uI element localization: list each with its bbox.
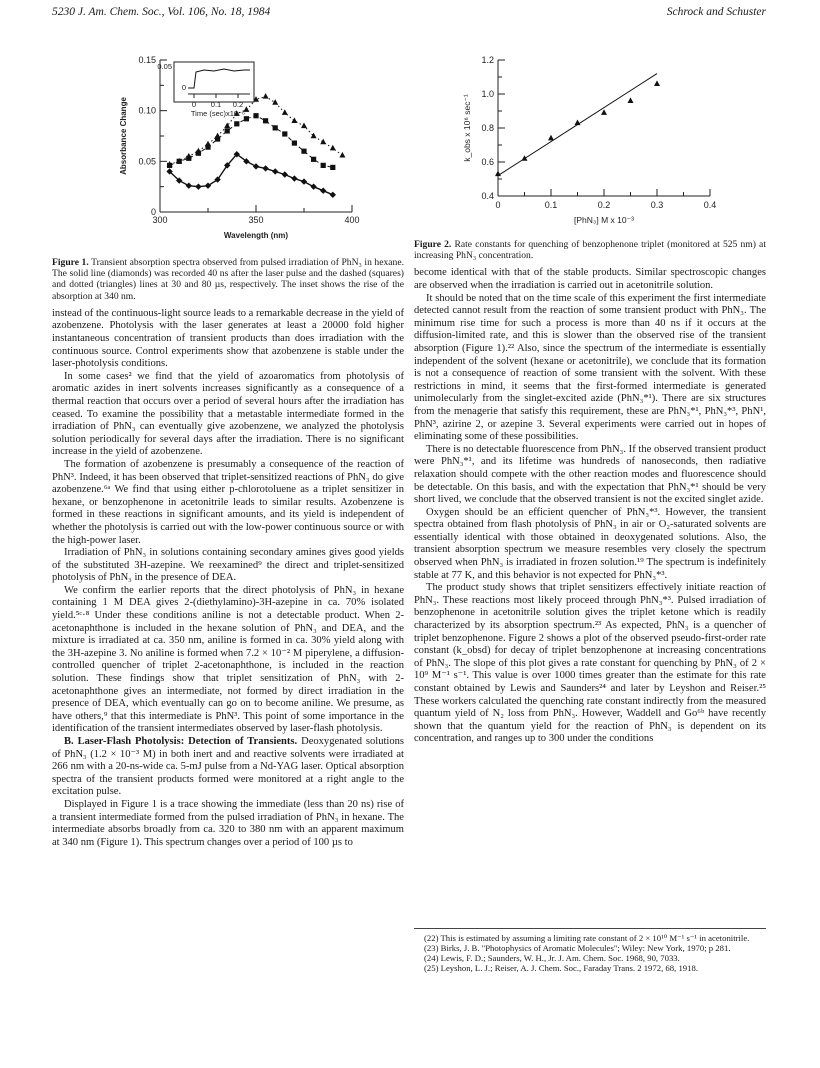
data-point-square xyxy=(292,140,297,145)
footnote: (24) Lewis, F. D.; Saunders, W. H., Jr. J. Am. Chem. Soc. 1968, 90, 7033. xyxy=(424,953,680,963)
data-point-triangle xyxy=(575,120,581,126)
paragraph-text: The formation of azobenzene is presumably a consequence of the reaction of PhN³. Indeed, it has been observed that triplet-sensitized reactions of PhN₃ do give azobenzene.⁶ᵃ We find that using either p-chlorotoluene as a triplet sensitizer in hexane, or benzophenone in acetonitrile leads to similar results. Azobenzene is formed in these reactions in significant amounts, and its yield is independent of whether the photolysis is carried out with the low-power continuous source or with the high-power laser. xyxy=(52,458,404,546)
paragraph-text: It should be noted that on the time scale of this experiment the first intermediate detected cannot result from the reaction of some transient product with PhN₃. The minimum rise time for such a process is more than 40 ns if it occurs at the diffusion-limited rate, and this is slower than the observed rise of the transient absorption (Figure 1).²² Also, since the spectrum of the intermediate is essentially independent of the solvent (hexane or acetonitrile), we conclude that its formation is not a consequence of reaction of some transient with the solvent. With these restrictions in mind, it seems that the first-formed intermediate is generated unimolecularly from the singlet-excited azide (PhN₃*¹). There are six structures from the menagerie that satisfy this requirement, these are PhN₃*¹, PhN₃*³, PhN¹, PhN³, azirine 2, or azepine 3. Several experiments were carried out in hopes of eliminating some of these possibilities. xyxy=(414,292,766,443)
paragraph-text: There is no detectable fluorescence from PhN₃. If the observed transient product were PhN₃*¹, and its lifetime was hundreds of nanoseconds, then radiative relaxation should compete with the other reaction modes and fluorescence should be detectable. On this basis, and with the expectation that PhN₃*¹ should be very short lived, we conclude that the observed transient is not the excited singlet azide. xyxy=(414,443,766,506)
figure-2-chart xyxy=(414,32,766,230)
figure-2-caption-text: Rate constants for quenching of benzophenone triplet (monitored at 525 nm) at increasing PhN₃ concentration. xyxy=(414,239,766,262)
data-point-square xyxy=(225,128,230,133)
series-line-diamond xyxy=(170,154,333,195)
data-point-triangle xyxy=(654,80,660,86)
x-axis-label: Wavelength (nm) xyxy=(223,231,289,240)
inset-x-axis-label: Time (sec)x10⁻⁶ xyxy=(190,109,246,118)
paragraph-text: In some cases² we find that the yield of azoaromatics from photolysis of aromatic azides in inert solvents increases significantly as a consequence of a thermal reaction that occurs over a period of several hours after the irradiation has ceased. To examine the possibility that a metastable intermediate formed in the irradiation of PhN₃ can eventually give azobenzene, we analyzed the photolysis solution periodically for several days after the irradiation. There is no significant increase in the yield of azobenzene. xyxy=(52,370,404,458)
paragraph xyxy=(52,547,404,585)
x-tick-label: 0.3 xyxy=(650,200,664,210)
y-tick-label: 0.05 xyxy=(138,156,156,167)
data-point-triangle xyxy=(224,122,230,128)
data-point-diamond xyxy=(262,165,268,171)
inset-y-tick-label: 0.05 xyxy=(157,62,172,71)
paragraph xyxy=(52,371,404,459)
series-line-square xyxy=(170,116,333,168)
data-point-diamond xyxy=(253,163,259,169)
paragraph xyxy=(414,507,766,583)
inset-x-tick-label: 0.1 xyxy=(210,100,222,109)
data-point-triangle xyxy=(522,155,528,161)
data-point-triangle xyxy=(495,171,501,177)
inset-y-tick-label: 0 xyxy=(181,83,186,92)
paragraph xyxy=(414,293,766,444)
inset-frame xyxy=(174,62,254,102)
data-point-triangle xyxy=(282,109,288,115)
data-point-triangle xyxy=(628,97,634,103)
y-axis-label: Absorbance Change xyxy=(119,97,128,175)
data-point-square xyxy=(321,163,326,168)
y-tick-label: 1.2 xyxy=(481,55,494,65)
paragraph xyxy=(414,267,766,292)
x-tick-label: 0.2 xyxy=(597,200,611,210)
x-tick-label: 300 xyxy=(152,215,168,225)
x-tick-label: 0.4 xyxy=(703,200,717,210)
data-point-square xyxy=(234,121,239,126)
inset-x-tick-label: 0 xyxy=(191,100,197,109)
paragraph xyxy=(52,459,404,547)
footnote: (23) Birks, J. B. "Photophysics of Aromatic Molecules"; Wiley: New York, 1970; p 281. xyxy=(424,943,731,953)
right-body-text xyxy=(414,267,766,746)
y-tick-label: 0.4 xyxy=(481,191,494,201)
figure-1 xyxy=(52,32,404,302)
data-point-square xyxy=(263,118,268,123)
y-tick-label: 0.10 xyxy=(138,105,156,116)
journal-citation: 5230 J. Am. Chem. Soc., Vol. 106, No. 18, 1984 xyxy=(52,6,271,18)
y-tick-label: 0.15 xyxy=(138,55,156,65)
data-point-square xyxy=(330,165,335,170)
data-point-triangle xyxy=(291,117,297,123)
data-point-triangle xyxy=(339,152,345,158)
paragraph-text: The product study shows that triplet sensitizers effectively initiate reaction of PhN₃. These reactions most likely proceed through PhN₃*³. Pulsed irradiation of benzophenone in acetonitrile solution gives the triplet ketone which is readily characterized by its absorption spectrum.²³ As expected, PhN₃ is a quencher of triplet benzophenone. Figure 2 shows a plot of the observed pseudo-first-order rate constant (k_obsd) for decay of triplet benzophenone at increasing concentrations of PhN₃. The slope of this plot gives a rate constant for quenching by PhN₃ of 2 × 10⁹ M⁻¹ s⁻¹. This value is over 1000 times greater than the estimate for this rate constant obtained by Lewis and Saunders²⁴ and later by Leyshon and Reiser.²⁵ These workers calculated the quenching rate constant indirectly from the measured quantum yield of N₂ loss from PhN₃. However, Waddell and Go⁶ᵇ have recently shown that the quantum yield for the reaction of PhN₃ is dependent on its concentration, and ranges up to 300 under the conditions xyxy=(414,582,766,745)
data-point-triangle xyxy=(320,139,326,145)
figure-1-caption xyxy=(52,257,404,302)
footnote: (25) Leyshon, L. J.; Reiser, A. J. Chem. Soc., Faraday Trans. 2 1972, 68, 1918. xyxy=(424,963,699,973)
data-point-triangle xyxy=(311,133,317,139)
running-authors: Schrock and Schuster xyxy=(666,6,766,18)
data-point-diamond xyxy=(291,175,297,181)
x-tick-label: 0 xyxy=(495,200,501,210)
data-point-triangle xyxy=(215,133,221,139)
figure-2 xyxy=(414,32,766,261)
inset-x-tick-label: 0.2 xyxy=(232,100,244,109)
data-point-diamond xyxy=(186,182,192,188)
data-point-diamond xyxy=(320,188,326,194)
paragraph-text: Displayed in Figure 1 is a trace showing the immediate (less than 20 ns) rise of a transient intermediate formed from the pulsed irradiation of PhN₃ in hexane. The intermediate absorbs broadly from ca. 320 to 380 nm with an apparent maximum at 340 nm (Figure 1). This spectrum changes over a period of 100 µs to xyxy=(52,798,404,848)
data-point-diamond xyxy=(301,178,307,184)
x-tick-label: 400 xyxy=(344,215,360,225)
data-point-triangle xyxy=(195,148,201,154)
data-point-diamond xyxy=(195,183,201,189)
data-point-square xyxy=(253,113,258,118)
paragraph xyxy=(52,736,404,799)
data-point-diamond xyxy=(272,168,278,174)
page-header xyxy=(52,6,766,24)
x-tick-label: 350 xyxy=(248,215,264,225)
right-column xyxy=(414,32,766,746)
y-axis-label: k_obs x 10⁶ sec⁻¹ xyxy=(462,94,472,162)
paragraph xyxy=(414,582,766,746)
footnote: (22) This is estimated by assuming a limiting rate constant of 2 × 10¹⁰ M⁻¹ s⁻¹ in acetonitrile. xyxy=(424,933,750,943)
paragraph-text: Deoxygenated solutions of PhN₃ (1.2 × 10⁻³ M) in both inert and and reactive solvents were irradiated at 266 nm with a 20-ns-wide ca. 5-mJ pulse from a Nd-YAG laser. Optical absorption spectra of the transient products formed were monitored at a right angle to the excitation pulse. xyxy=(52,736,404,798)
data-point-triangle xyxy=(548,135,554,141)
left-column xyxy=(52,32,404,849)
data-point-diamond xyxy=(205,182,211,188)
data-point-diamond xyxy=(282,171,288,177)
figure-2-caption-label: Figure 2. xyxy=(414,239,452,250)
data-point-triangle xyxy=(330,145,336,151)
paragraph-text: Irradiation of PhN₃ in solutions containing secondary amines gives good yields of the substituted 3H-azepine. We reexamined⁹ the direct and triplet-sensitized photolysis of PhN₃ in the presence of DEA. xyxy=(52,547,404,584)
y-tick-label: 0.8 xyxy=(481,123,494,133)
paragraph xyxy=(414,444,766,507)
figure-1-chart xyxy=(52,32,404,248)
data-point-triangle xyxy=(272,99,278,105)
data-point-diamond xyxy=(330,192,336,198)
data-point-triangle xyxy=(301,122,307,128)
paragraph xyxy=(52,799,404,849)
figure-2-caption xyxy=(414,239,766,261)
figure-1-caption-label: Figure 1. xyxy=(52,257,89,268)
y-tick-label: 1.0 xyxy=(481,89,494,99)
data-point-square xyxy=(311,157,316,162)
paragraph-text: become identical with that of the stable products. Similar spectroscopic changes are observed when the irradiation is carried out in acetonitrile solution. xyxy=(414,267,766,291)
figure-1-caption-text: Transient absorption spectra observed from pulsed irradiation of PhN₃ in hexane. The solid line (diamonds) was recorded 40 ns after the laser pulse and the dashed (squares) and dotted (triangles) lines at 30 and 80 µs, respectively. The inset shows the rise of the absorption at 340 nm. xyxy=(52,257,404,302)
data-point-triangle xyxy=(205,141,211,147)
paragraph xyxy=(52,585,404,736)
data-point-square xyxy=(273,125,278,130)
y-tick-label: 0.6 xyxy=(481,157,494,167)
data-point-triangle xyxy=(263,93,269,99)
data-point-square xyxy=(301,149,306,154)
y-tick-label: 0 xyxy=(150,207,156,217)
x-tick-label: 0.1 xyxy=(544,200,558,210)
paragraph-text: Oxygen should be an efficient quencher of PhN₃*³. However, the transient spectra obtained from flash photolysis of PhN₃ in air or O₂-saturated solvents are essentially identical with those obtained in deoxygenated solutions. Also, the transient absorption spectrum we measure resembles very closely the spectrum observed when PhN₃ is irradiated in frozen solution.¹⁹ The spectrum is indefinitely stable at 77 K, and this behavior is not expected for PhN₃*³. xyxy=(414,506,766,581)
section-heading: B. Laser-Flash Photolysis: Detection of Transients. xyxy=(64,736,298,747)
data-point-triangle xyxy=(186,153,192,159)
data-point-diamond xyxy=(310,183,316,189)
left-body-text xyxy=(52,308,404,850)
paragraph-text: We confirm the earlier reports that the direct photolysis of PhN₃ in hexane containing 1 M DEA gives 2-(diethylamino)-3H-azepine in ca. 70% isolated yield.⁵ᶜ·⁸ Under these conditions aniline is not a detectable product. When 2-acetonaphthone is included in the hexane solution of PhN₃ and DEA, and the mixture is irradiated at ca. 350 nm, aniline is formed in ca. 30% yield along with the 3H-azepine 3. No aniline is formed when 7.2 × 10⁻² M piperylene, a diffusion-controlled quencher of triplet 2-acetonaphthone, is included in the reaction solution. These findings show that triplet sensitization of PhN₃ with 2-acetonaphthone gives an intermediate, not formed by direct irradiation in the presence of DEA, which eventually can go on to become aniline. We presume, as have others,⁹ that this intermediate is PhN³. This point of some importance in the identification of the transient intermediates observed by laser-flash photolysis. xyxy=(52,584,404,735)
paragraph xyxy=(52,308,404,371)
footnotes xyxy=(414,928,766,973)
data-point-square xyxy=(282,131,287,136)
data-point-triangle xyxy=(601,109,607,115)
paragraph-text: instead of the continuous-light source leads to a remarkable decrease in the yield of azobenzene. Photolysis with the laser generates at least a 20000 fold higher instantaneous concentration of transient products than does irradiation with the continuous source. Control experiments show that azobenzene is stable under the laser-photolysis conditions. xyxy=(52,307,404,370)
x-axis-label: [PhN₃] M x 10⁻³ xyxy=(574,215,634,225)
